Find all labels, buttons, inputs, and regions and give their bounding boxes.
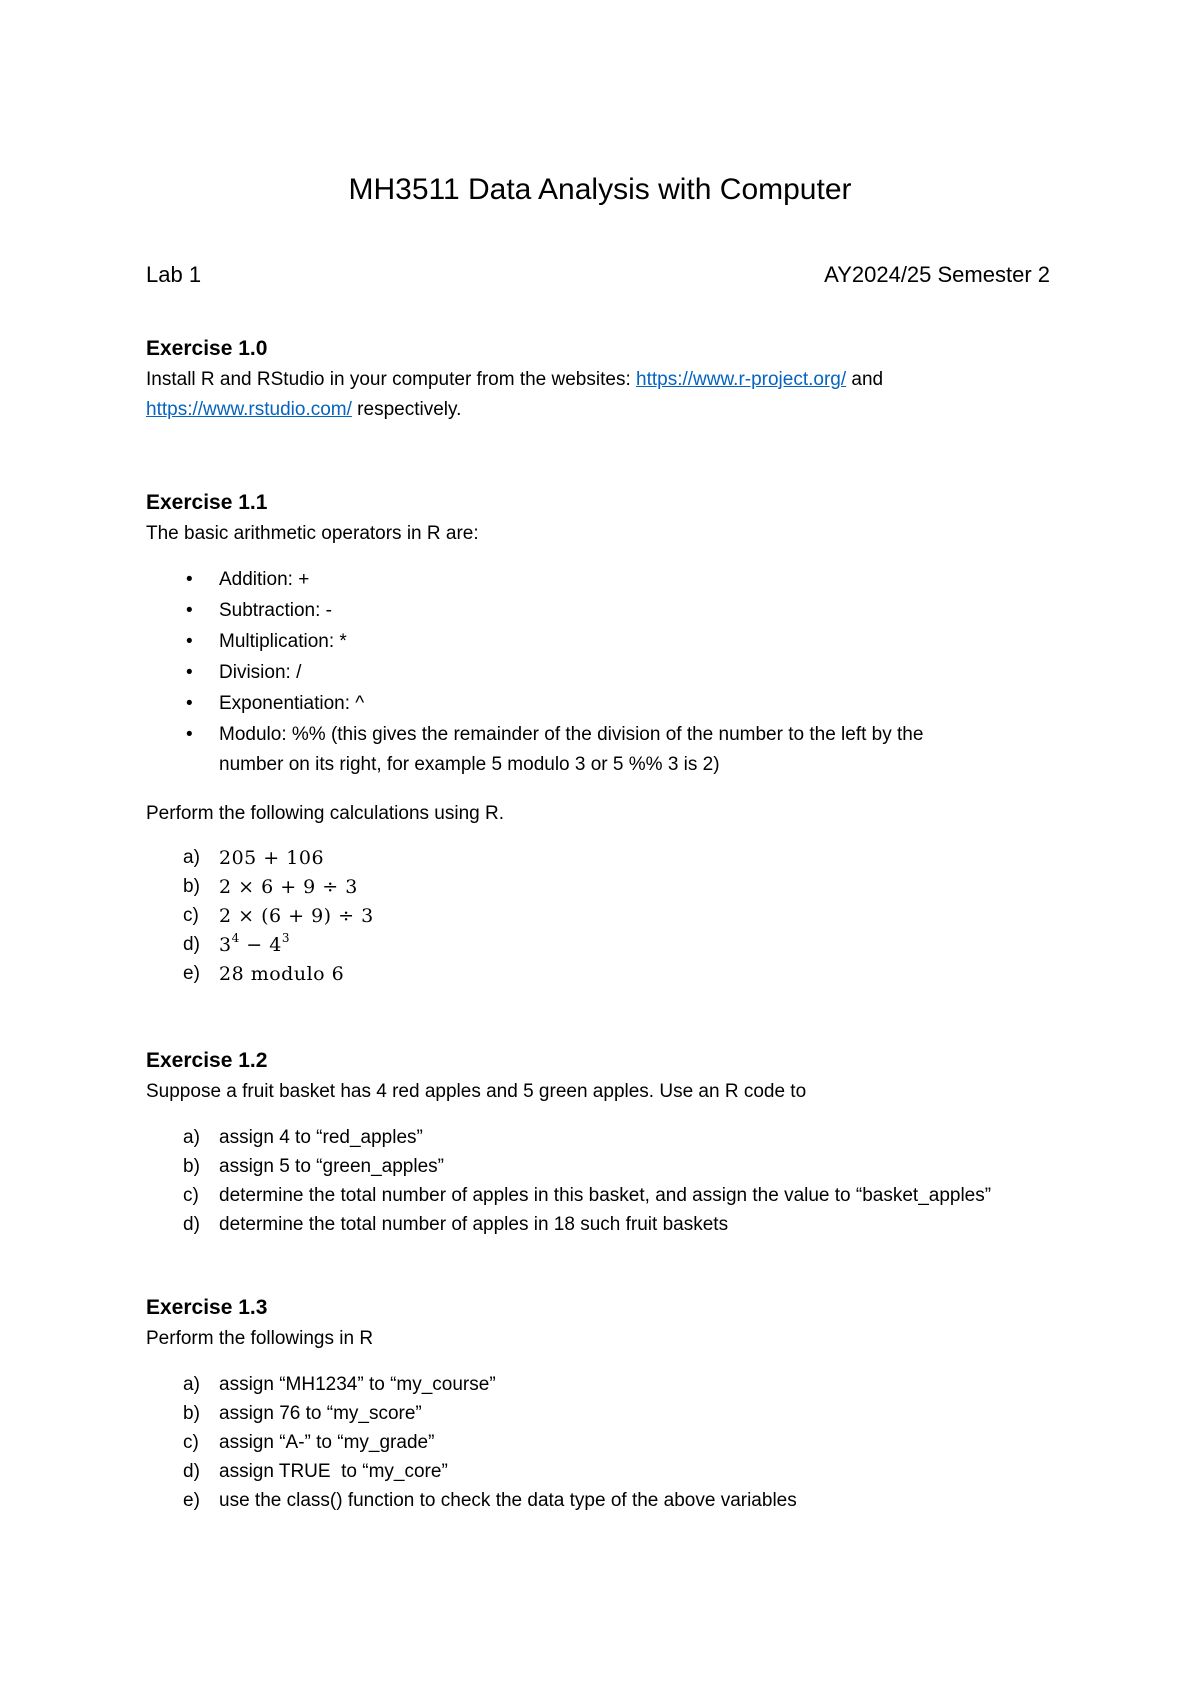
- exercise-1-1-heading: Exercise 1.1: [146, 491, 268, 514]
- bullet-icon: •: [186, 693, 193, 714]
- exercise-1-3-heading: Exercise 1.3: [146, 1296, 268, 1319]
- semester-label: AY2024/25 Semester 2: [824, 262, 1050, 287]
- exercise-1-0-text-line2: [146, 398, 461, 422]
- calc-d: $3^4 - 4^3$: [219, 931, 290, 956]
- calc-a: 205 + 106: [219, 847, 325, 869]
- bullet-icon: •: [186, 631, 193, 652]
- exercise-1-1-intro: The basic arithmetic operators in R are:: [146, 523, 479, 544]
- bullet-icon: •: [186, 662, 193, 683]
- rstudio-link[interactable]: https://www.rstudio.com/: [146, 399, 352, 420]
- install-text: Install R and RStudio in your computer from the websites:: [146, 369, 637, 390]
- calc-c: 2 × (6 + 9) ÷ 3: [219, 905, 374, 927]
- and-text: and: [846, 369, 884, 390]
- exercise-1-2-intro: Suppose a fruit basket has 4 red apples and 5 green apples. Use an R code to: [146, 1081, 807, 1102]
- bullet-icon: •: [186, 724, 193, 745]
- exercise-1-0-text-line1: [146, 368, 883, 392]
- page-title: MH3511 Data Analysis with Computer: [348, 173, 852, 206]
- respectively-text: respectively.: [351, 399, 462, 420]
- exercise-1-3-intro: Perform the followings in R: [146, 1328, 374, 1349]
- calc-e: 28 modulo 6: [219, 963, 345, 985]
- bullet-icon: •: [186, 600, 193, 621]
- bullet-icon: •: [186, 569, 193, 590]
- calc-b: 2 × 6 + 9 ÷ 3: [219, 876, 358, 898]
- exercise-1-0-heading: Exercise 1.0: [146, 337, 268, 360]
- r-project-link[interactable]: https://www.r-project.org/: [636, 369, 847, 390]
- exercise-1-1-prompt: Perform the following calculations using R.: [146, 803, 505, 824]
- exercise-1-2-heading: Exercise 1.2: [146, 1049, 268, 1072]
- lab-label: Lab 1: [146, 262, 202, 287]
